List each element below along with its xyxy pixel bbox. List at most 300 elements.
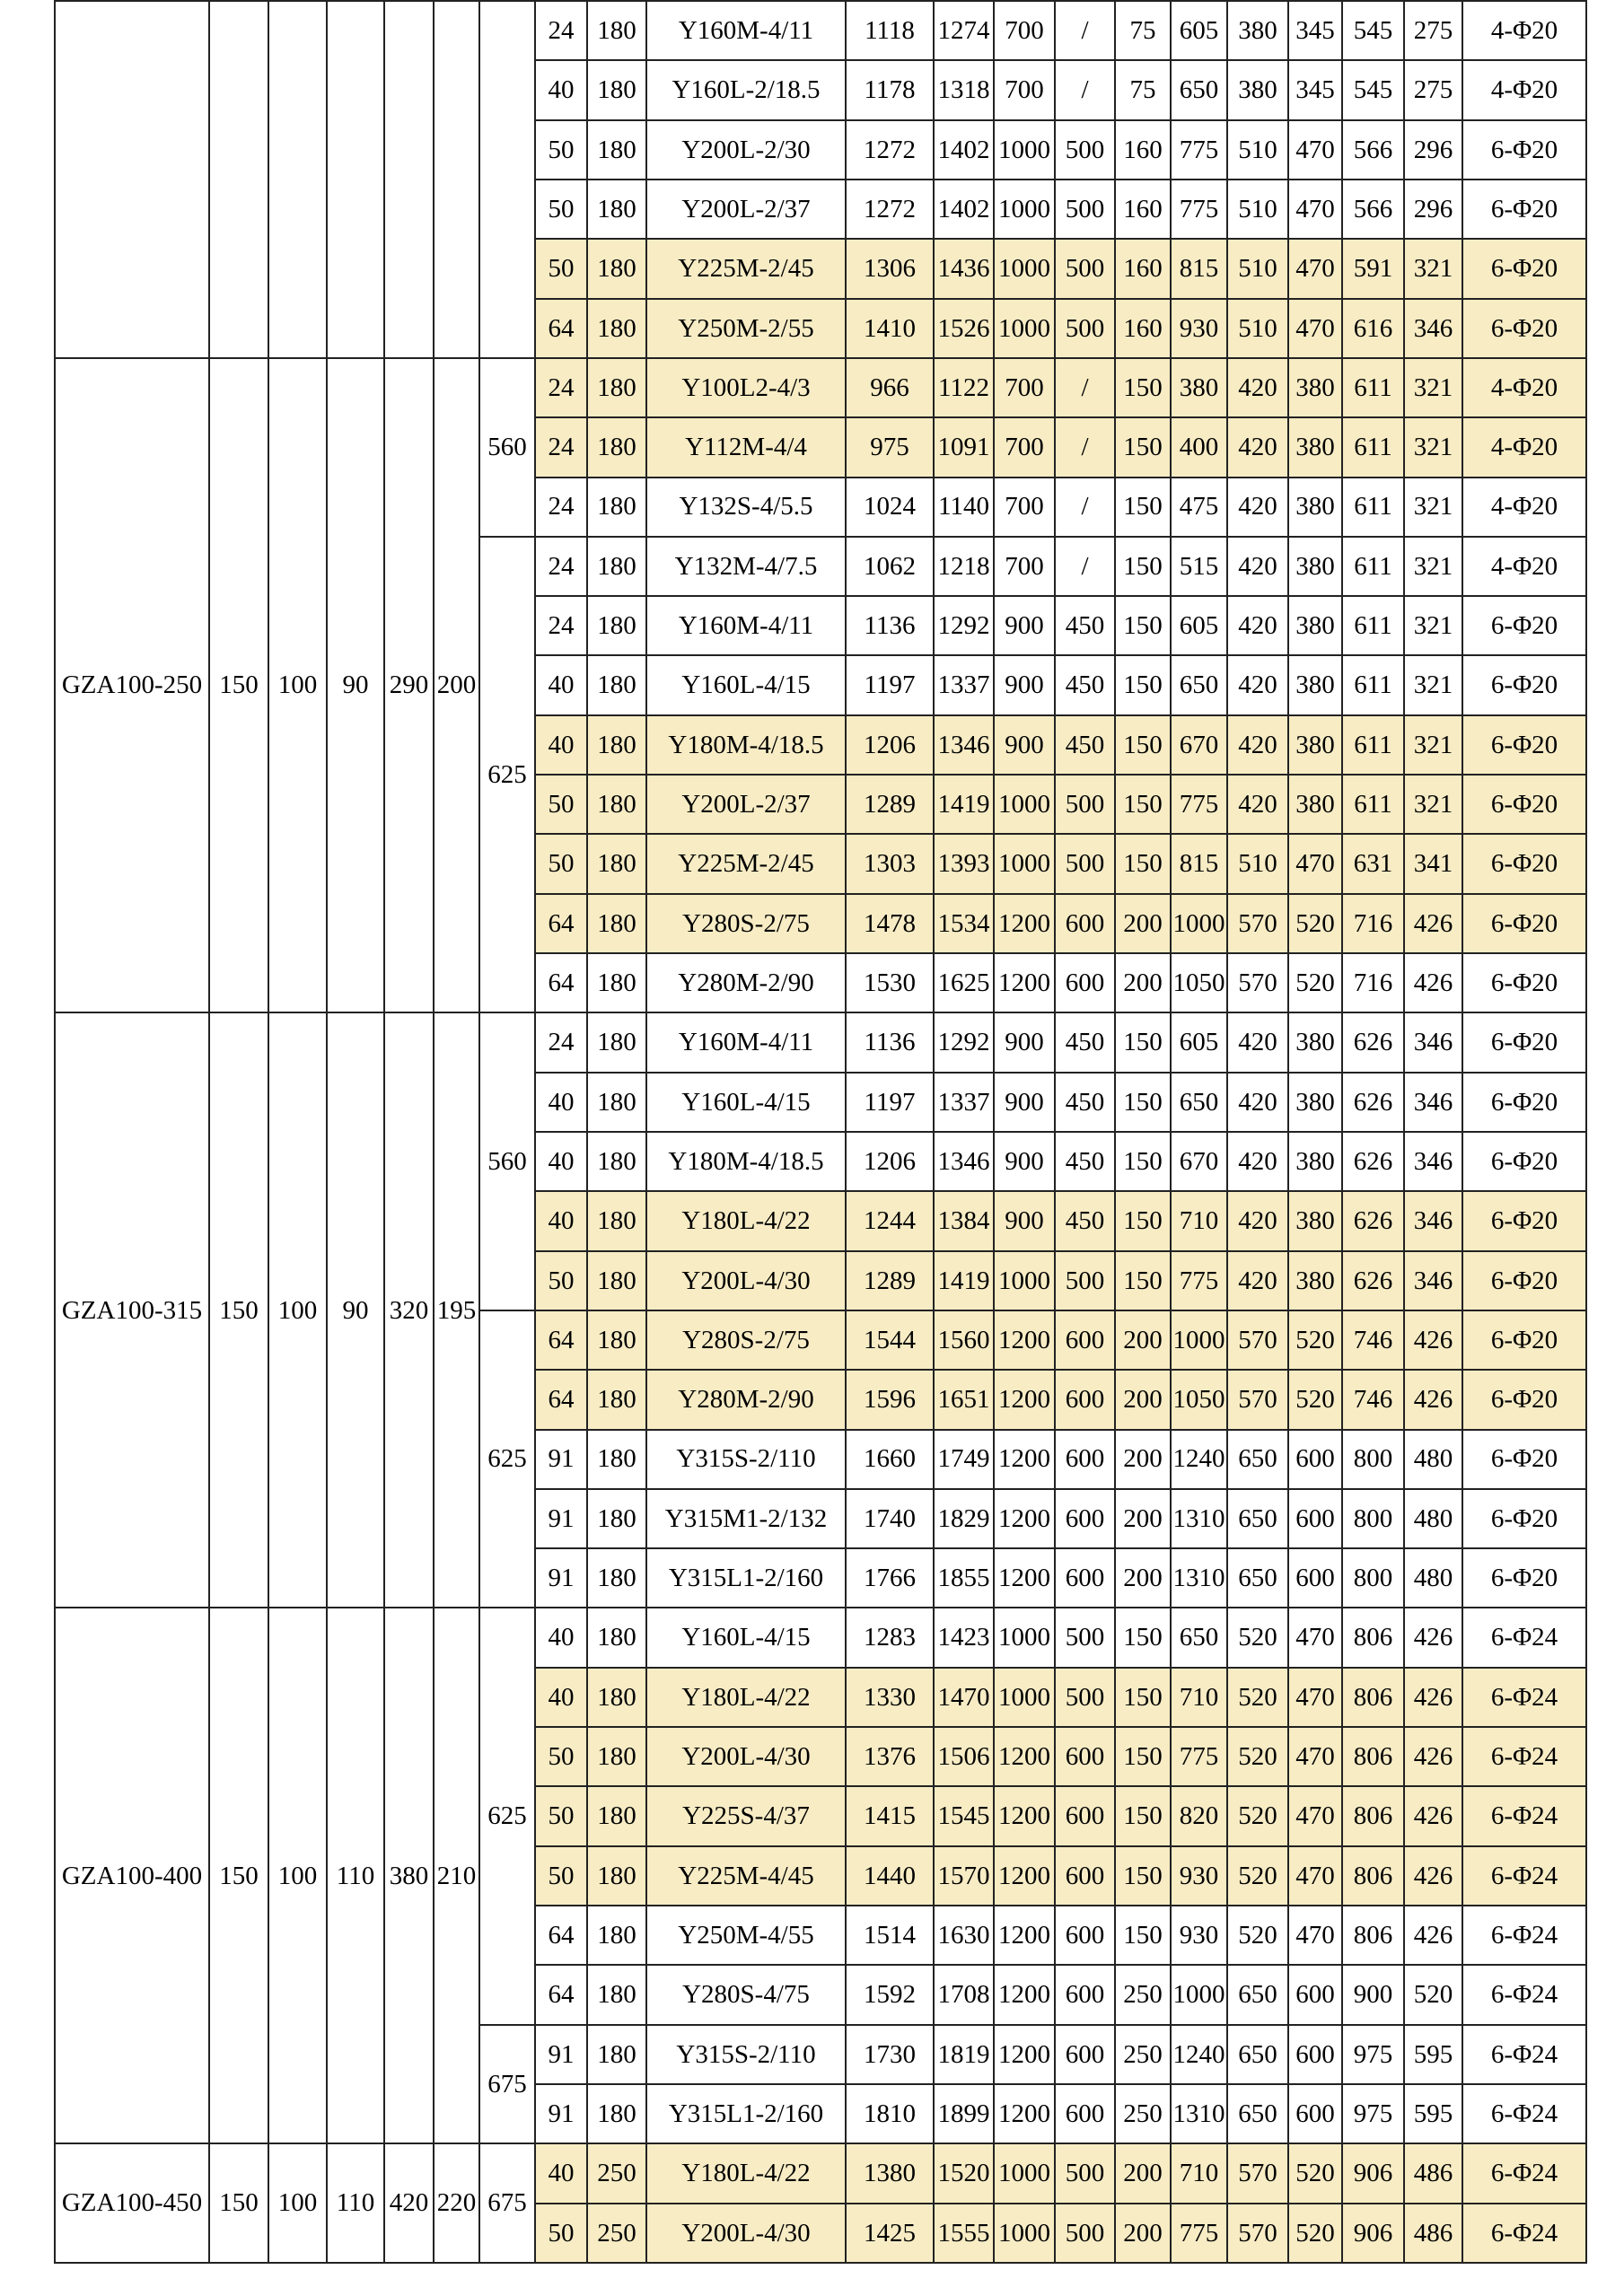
dim-l-cell: 1197 [846, 655, 934, 714]
dim-h-cell: 250 [1115, 1965, 1171, 2024]
dim-h-cell: 160 [1115, 299, 1171, 358]
motor-model-cell: Y200L-2/37 [646, 775, 846, 834]
dim-c-cell: 906 [1342, 2143, 1404, 2203]
dim-a-cell: 1200 [994, 1786, 1055, 1845]
dim-l1-cell: 1520 [934, 2143, 994, 2203]
dim-b-cell: 520 [1227, 1608, 1288, 1667]
dim-b1-cell: 600 [1288, 1965, 1342, 2024]
dim-h-cell: 150 [1115, 834, 1171, 893]
flow-cell: 40 [535, 1132, 587, 1191]
dim-h1-cell: 1050 [1171, 953, 1227, 1012]
dim-c1-cell: 346 [1404, 1251, 1462, 1310]
dim-h1-cell: 605 [1171, 1012, 1227, 1072]
dim-l-cell: 1272 [846, 120, 934, 180]
dim-h-cell: 200 [1115, 1370, 1171, 1429]
inlet-cell: 180 [587, 1786, 646, 1845]
bolt-holes-cell: 6-Φ24 [1462, 1727, 1586, 1786]
dim-c1-cell: 346 [1404, 1191, 1462, 1250]
dim-h-cell: 150 [1115, 358, 1171, 417]
dim-l1-cell: 1436 [934, 239, 994, 298]
dim-a1-cell: / [1055, 417, 1115, 477]
dim-h1-cell: 605 [1171, 1, 1227, 60]
dim-c1-cell: 595 [1404, 2084, 1462, 2143]
dim-h1-cell: 650 [1171, 1073, 1227, 1132]
dim-a-cell: 700 [994, 358, 1055, 417]
dim-a-cell: 700 [994, 417, 1055, 477]
dim-l-cell: 1810 [846, 2084, 934, 2143]
inlet-cell: 180 [587, 120, 646, 180]
dim-a-cell: 1200 [994, 953, 1055, 1012]
dim-b-cell: 420 [1227, 1012, 1288, 1072]
dim-b1-cell: 380 [1288, 775, 1342, 834]
table-row [55, 1608, 1586, 1667]
dim-a1-cell: 450 [1055, 1012, 1115, 1072]
dim-l1-cell: 1091 [934, 417, 994, 477]
bolt-holes-cell: 6-Φ20 [1462, 834, 1586, 893]
dim-b-cell: 570 [1227, 894, 1288, 953]
dim-l1-cell: 1318 [934, 60, 994, 119]
bolt-holes-cell: 4-Φ20 [1462, 478, 1586, 537]
flow-cell: 40 [535, 60, 587, 119]
dim-5-cell: 200 [434, 358, 479, 1012]
dim-a1-cell: 500 [1055, 2143, 1115, 2203]
dim-l1-cell: 1526 [934, 299, 994, 358]
dim-b1-cell: 470 [1288, 1727, 1342, 1786]
dim-a1-cell: 500 [1055, 120, 1115, 180]
dim-b-cell: 520 [1227, 1906, 1288, 1965]
inlet-cell: 180 [587, 180, 646, 239]
inlet-cell: 180 [587, 1370, 646, 1429]
dim-c1-cell: 595 [1404, 2025, 1462, 2084]
model-cell: GZA100-450 [55, 2143, 209, 2263]
dim-h1-cell: 650 [1171, 1608, 1227, 1667]
dim-b1-cell: 380 [1288, 478, 1342, 537]
dim-2-cell [268, 1, 327, 358]
flow-cell: 64 [535, 1310, 587, 1370]
dim-a1-cell: 450 [1055, 1191, 1115, 1250]
dim-a1-cell: 450 [1055, 596, 1115, 655]
dim-c-cell: 566 [1342, 180, 1404, 239]
motor-model-cell: Y200L-2/37 [646, 180, 846, 239]
dim-c-cell: 616 [1342, 299, 1404, 358]
inlet-cell: 180 [587, 715, 646, 775]
dim-b-cell: 420 [1227, 1073, 1288, 1132]
dim-l-cell: 1289 [846, 1251, 934, 1310]
dim-l-cell: 1136 [846, 1012, 934, 1072]
dim-h1-cell: 930 [1171, 299, 1227, 358]
inlet-cell: 180 [587, 2025, 646, 2084]
dim-a-cell: 1200 [994, 1906, 1055, 1965]
dim-c-cell: 591 [1342, 239, 1404, 298]
flow-cell: 64 [535, 953, 587, 1012]
dim-5-cell: 195 [434, 1012, 479, 1608]
dim-h-cell: 160 [1115, 120, 1171, 180]
dim-b1-cell: 380 [1288, 417, 1342, 477]
dim-h-cell: 150 [1115, 1251, 1171, 1310]
dim-h-cell: 150 [1115, 478, 1171, 537]
dim-b1-cell: 600 [1288, 2084, 1342, 2143]
rpm-cell: 625 [479, 1608, 535, 2024]
spec-table-body [55, 1, 1586, 2263]
dim-h-cell: 160 [1115, 180, 1171, 239]
bolt-holes-cell: 6-Φ24 [1462, 1786, 1586, 1845]
dim-h-cell: 150 [1115, 1191, 1171, 1250]
dim-c1-cell: 480 [1404, 1430, 1462, 1489]
dim-c1-cell: 426 [1404, 1906, 1462, 1965]
dim-h1-cell: 1000 [1171, 894, 1227, 953]
dim-h-cell: 160 [1115, 239, 1171, 298]
flow-cell: 40 [535, 2143, 587, 2203]
dim-b-cell: 570 [1227, 2143, 1288, 2203]
dim-b-cell: 420 [1227, 1191, 1288, 1250]
table-row [55, 358, 1586, 417]
dim-h1-cell: 815 [1171, 834, 1227, 893]
motor-model-cell: Y225M-2/45 [646, 834, 846, 893]
dim-a1-cell: 600 [1055, 894, 1115, 953]
dim-a-cell: 1000 [994, 299, 1055, 358]
flow-cell: 91 [535, 2084, 587, 2143]
dim-l-cell: 1530 [846, 953, 934, 1012]
flow-cell: 50 [535, 1727, 587, 1786]
motor-model-cell: Y180L-4/22 [646, 1191, 846, 1250]
dim-l1-cell: 1899 [934, 2084, 994, 2143]
dim-a1-cell: / [1055, 60, 1115, 119]
dim-l1-cell: 1829 [934, 1489, 994, 1548]
flow-cell: 64 [535, 894, 587, 953]
dim-c1-cell: 321 [1404, 715, 1462, 775]
dim-a1-cell: 600 [1055, 2025, 1115, 2084]
dim-b-cell: 520 [1227, 1668, 1288, 1727]
bolt-holes-cell: 6-Φ24 [1462, 2143, 1586, 2203]
dim-a1-cell: / [1055, 1, 1115, 60]
flow-cell: 40 [535, 715, 587, 775]
bolt-holes-cell: 6-Φ24 [1462, 1965, 1586, 2024]
dim-c-cell: 566 [1342, 120, 1404, 180]
motor-model-cell: Y280S-2/75 [646, 1310, 846, 1370]
dim-b-cell: 420 [1227, 358, 1288, 417]
dim-a1-cell: 600 [1055, 1965, 1115, 2024]
dim-l-cell: 1178 [846, 60, 934, 119]
bolt-holes-cell: 6-Φ20 [1462, 715, 1586, 775]
dim-b1-cell: 380 [1288, 1251, 1342, 1310]
dim-a-cell: 1000 [994, 180, 1055, 239]
dim-a1-cell: 600 [1055, 1906, 1115, 1965]
dim-l-cell: 1478 [846, 894, 934, 953]
dim-a-cell: 900 [994, 1012, 1055, 1072]
dim-c-cell: 806 [1342, 1846, 1404, 1906]
dim-a-cell: 900 [994, 1191, 1055, 1250]
dim-l-cell: 1380 [846, 2143, 934, 2203]
model-cell: GZA100-400 [55, 1608, 209, 2143]
dim-b-cell: 420 [1227, 1132, 1288, 1191]
dim-c1-cell: 480 [1404, 1489, 1462, 1548]
dim-h1-cell: 775 [1171, 1727, 1227, 1786]
dim-a1-cell: 600 [1055, 1548, 1115, 1608]
motor-model-cell: Y280S-4/75 [646, 1965, 846, 2024]
bolt-holes-cell: 6-Φ20 [1462, 1191, 1586, 1250]
dim-l1-cell: 1506 [934, 1727, 994, 1786]
dim-a-cell: 700 [994, 478, 1055, 537]
dim-b-cell: 420 [1227, 715, 1288, 775]
dim-b1-cell: 520 [1288, 1310, 1342, 1370]
dim-l-cell: 1766 [846, 1548, 934, 1608]
bolt-holes-cell: 6-Φ20 [1462, 655, 1586, 714]
dim-a1-cell: 500 [1055, 834, 1115, 893]
bolt-holes-cell: 6-Φ20 [1462, 1132, 1586, 1191]
dim-l1-cell: 1749 [934, 1430, 994, 1489]
dim-l1-cell: 1393 [934, 834, 994, 893]
dim-a-cell: 700 [994, 537, 1055, 596]
dim-1-cell: 150 [209, 2143, 268, 2263]
dim-a-cell: 1200 [994, 2025, 1055, 2084]
dim-a1-cell: 450 [1055, 715, 1115, 775]
dim-b-cell: 650 [1227, 2084, 1288, 2143]
dim-l-cell: 1118 [846, 1, 934, 60]
dim-c1-cell: 426 [1404, 953, 1462, 1012]
motor-model-cell: Y250M-4/55 [646, 1906, 846, 1965]
motor-model-cell: Y200L-4/30 [646, 1251, 846, 1310]
dim-b1-cell: 380 [1288, 1012, 1342, 1072]
dim-b1-cell: 380 [1288, 537, 1342, 596]
dim-h1-cell: 775 [1171, 120, 1227, 180]
dim-h-cell: 150 [1115, 655, 1171, 714]
dim-c-cell: 626 [1342, 1132, 1404, 1191]
flow-cell: 50 [535, 120, 587, 180]
dim-b1-cell: 345 [1288, 1, 1342, 60]
inlet-cell: 180 [587, 1608, 646, 1667]
dim-a-cell: 700 [994, 60, 1055, 119]
flow-cell: 50 [535, 2204, 587, 2263]
dim-a-cell: 1000 [994, 775, 1055, 834]
motor-model-cell: Y315L1-2/160 [646, 2084, 846, 2143]
motor-model-cell: Y132S-4/5.5 [646, 478, 846, 537]
bolt-holes-cell: 6-Φ20 [1462, 1430, 1586, 1489]
dim-l1-cell: 1122 [934, 358, 994, 417]
dim-c1-cell: 275 [1404, 1, 1462, 60]
flow-cell: 40 [535, 1668, 587, 1727]
dim-1-cell [209, 1, 268, 358]
dim-c-cell: 611 [1342, 596, 1404, 655]
bolt-holes-cell: 6-Φ24 [1462, 1906, 1586, 1965]
dim-b-cell: 570 [1227, 1310, 1288, 1370]
dim-a1-cell: 500 [1055, 180, 1115, 239]
bolt-holes-cell: 6-Φ20 [1462, 180, 1586, 239]
dim-h1-cell: 400 [1171, 417, 1227, 477]
flow-cell: 50 [535, 239, 587, 298]
model-cell [55, 1, 209, 358]
dim-b-cell: 510 [1227, 180, 1288, 239]
dim-l1-cell: 1337 [934, 1073, 994, 1132]
dim-a1-cell: / [1055, 478, 1115, 537]
dim-5-cell: 220 [434, 2143, 479, 2263]
dim-h1-cell: 710 [1171, 1668, 1227, 1727]
dim-a-cell: 1200 [994, 1310, 1055, 1370]
dim-b1-cell: 470 [1288, 120, 1342, 180]
dim-l1-cell: 1218 [934, 537, 994, 596]
bolt-holes-cell: 6-Φ24 [1462, 1668, 1586, 1727]
dim-c1-cell: 426 [1404, 1727, 1462, 1786]
dim-l-cell: 1206 [846, 1132, 934, 1191]
dim-l-cell: 1289 [846, 775, 934, 834]
dim-a1-cell: / [1055, 537, 1115, 596]
dim-l1-cell: 1708 [934, 1965, 994, 2024]
dim-l1-cell: 1855 [934, 1548, 994, 1608]
dim-l1-cell: 1346 [934, 1132, 994, 1191]
motor-model-cell: Y225M-4/45 [646, 1846, 846, 1906]
flow-cell: 40 [535, 655, 587, 714]
rpm-cell: 625 [479, 537, 535, 1013]
dim-b1-cell: 520 [1288, 1370, 1342, 1429]
dim-3-cell: 110 [327, 2143, 384, 2263]
inlet-cell: 180 [587, 1073, 646, 1132]
dim-a1-cell: 500 [1055, 1608, 1115, 1667]
dim-b1-cell: 470 [1288, 1668, 1342, 1727]
dim-l1-cell: 1555 [934, 2204, 994, 2263]
dim-2-cell: 100 [268, 2143, 327, 2263]
dim-b-cell: 380 [1227, 60, 1288, 119]
dim-c1-cell: 296 [1404, 120, 1462, 180]
dim-l-cell: 1660 [846, 1430, 934, 1489]
dim-l1-cell: 1570 [934, 1846, 994, 1906]
dim-a1-cell: 600 [1055, 1727, 1115, 1786]
dim-l-cell: 966 [846, 358, 934, 417]
dim-c-cell: 746 [1342, 1310, 1404, 1370]
dim-a-cell: 1000 [994, 120, 1055, 180]
dim-c-cell: 611 [1342, 358, 1404, 417]
dim-h1-cell: 1310 [1171, 2084, 1227, 2143]
dim-b-cell: 420 [1227, 596, 1288, 655]
motor-model-cell: Y180L-4/22 [646, 2143, 846, 2203]
dim-h-cell: 150 [1115, 537, 1171, 596]
flow-cell: 50 [535, 775, 587, 834]
bolt-holes-cell: 6-Φ20 [1462, 596, 1586, 655]
bolt-holes-cell: 6-Φ24 [1462, 1846, 1586, 1906]
dim-b-cell: 420 [1227, 417, 1288, 477]
inlet-cell: 250 [587, 2204, 646, 2263]
dim-a1-cell: 500 [1055, 1251, 1115, 1310]
flow-cell: 50 [535, 180, 587, 239]
dim-c-cell: 611 [1342, 478, 1404, 537]
bolt-holes-cell: 6-Φ20 [1462, 299, 1586, 358]
dim-a1-cell: 600 [1055, 1846, 1115, 1906]
motor-model-cell: Y225S-4/37 [646, 1786, 846, 1845]
motor-model-cell: Y315S-2/110 [646, 2025, 846, 2084]
dim-c-cell: 716 [1342, 894, 1404, 953]
inlet-cell: 180 [587, 655, 646, 714]
bolt-holes-cell: 6-Φ20 [1462, 775, 1586, 834]
pump-spec-table [54, 0, 1587, 2264]
dim-a1-cell: 600 [1055, 1489, 1115, 1548]
dim-a-cell: 1000 [994, 834, 1055, 893]
inlet-cell: 180 [587, 1965, 646, 2024]
dim-l1-cell: 1419 [934, 1251, 994, 1310]
dim-1-cell: 150 [209, 1608, 268, 2143]
rpm-cell: 560 [479, 358, 535, 537]
dim-c1-cell: 426 [1404, 894, 1462, 953]
motor-model-cell: Y100L2-4/3 [646, 358, 846, 417]
dim-h1-cell: 670 [1171, 1132, 1227, 1191]
dim-c-cell: 611 [1342, 775, 1404, 834]
bolt-holes-cell: 6-Φ20 [1462, 1012, 1586, 1072]
dim-b-cell: 380 [1227, 1, 1288, 60]
dim-l1-cell: 1140 [934, 478, 994, 537]
motor-model-cell: Y280S-2/75 [646, 894, 846, 953]
dim-h-cell: 200 [1115, 1489, 1171, 1548]
dim-l-cell: 1062 [846, 537, 934, 596]
dim-b1-cell: 520 [1288, 894, 1342, 953]
dim-a-cell: 1200 [994, 1727, 1055, 1786]
motor-model-cell: Y250M-2/55 [646, 299, 846, 358]
dim-c-cell: 806 [1342, 1727, 1404, 1786]
dim-b1-cell: 470 [1288, 299, 1342, 358]
dim-h-cell: 200 [1115, 953, 1171, 1012]
dim-l1-cell: 1534 [934, 894, 994, 953]
dim-h-cell: 200 [1115, 2143, 1171, 2203]
dim-h-cell: 150 [1115, 1727, 1171, 1786]
dim-b1-cell: 470 [1288, 1906, 1342, 1965]
inlet-cell: 180 [587, 1668, 646, 1727]
dim-a1-cell: 450 [1055, 655, 1115, 714]
dim-a-cell: 900 [994, 596, 1055, 655]
dim-l1-cell: 1402 [934, 120, 994, 180]
dim-h-cell: 200 [1115, 1310, 1171, 1370]
dim-a1-cell: / [1055, 358, 1115, 417]
rpm-cell: 625 [479, 1310, 535, 1608]
dim-l-cell: 1272 [846, 180, 934, 239]
dim-b-cell: 520 [1227, 1727, 1288, 1786]
dim-h-cell: 150 [1115, 1786, 1171, 1845]
dim-a-cell: 1200 [994, 1846, 1055, 1906]
dim-h-cell: 75 [1115, 60, 1171, 119]
motor-model-cell: Y160L-4/15 [646, 1608, 846, 1667]
bolt-holes-cell: 6-Φ24 [1462, 2025, 1586, 2084]
inlet-cell: 180 [587, 2084, 646, 2143]
dim-h-cell: 150 [1115, 1846, 1171, 1906]
dim-b-cell: 650 [1227, 2025, 1288, 2084]
dim-c1-cell: 426 [1404, 1370, 1462, 1429]
dim-a-cell: 1200 [994, 894, 1055, 953]
dim-l-cell: 1740 [846, 1489, 934, 1548]
dim-c1-cell: 480 [1404, 1548, 1462, 1608]
bolt-holes-cell: 6-Φ20 [1462, 894, 1586, 953]
dim-a1-cell: 600 [1055, 953, 1115, 1012]
flow-cell: 64 [535, 1965, 587, 2024]
dim-b-cell: 420 [1227, 655, 1288, 714]
flow-cell: 24 [535, 596, 587, 655]
inlet-cell: 180 [587, 537, 646, 596]
dim-b-cell: 570 [1227, 2204, 1288, 2263]
bolt-holes-cell: 6-Φ20 [1462, 1489, 1586, 1548]
bolt-holes-cell: 4-Φ20 [1462, 60, 1586, 119]
dim-b1-cell: 520 [1288, 953, 1342, 1012]
dim-h1-cell: 775 [1171, 1251, 1227, 1310]
dim-l-cell: 1206 [846, 715, 934, 775]
flow-cell: 50 [535, 834, 587, 893]
dim-c-cell: 900 [1342, 1965, 1404, 2024]
bolt-holes-cell: 6-Φ20 [1462, 1251, 1586, 1310]
dim-c1-cell: 426 [1404, 1786, 1462, 1845]
dim-b1-cell: 600 [1288, 2025, 1342, 2084]
dim-b1-cell: 380 [1288, 715, 1342, 775]
dim-a-cell: 1200 [994, 1370, 1055, 1429]
bolt-holes-cell: 6-Φ20 [1462, 120, 1586, 180]
dim-c1-cell: 321 [1404, 655, 1462, 714]
dim-h1-cell: 650 [1171, 60, 1227, 119]
dim-c1-cell: 520 [1404, 1965, 1462, 2024]
dim-c-cell: 631 [1342, 834, 1404, 893]
dim-h-cell: 150 [1115, 775, 1171, 834]
dim-5-cell [434, 1, 479, 358]
